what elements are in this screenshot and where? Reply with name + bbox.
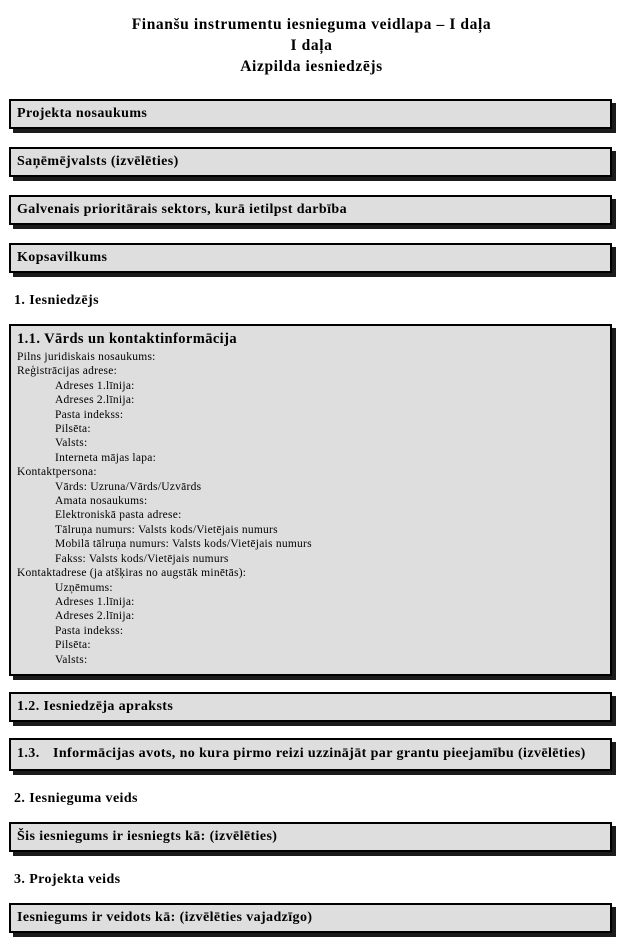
contact-field: Uzņēmums:: [55, 581, 113, 594]
project-name-label: Projekta nosaukums: [17, 106, 148, 121]
contact-field: Tālruņa numurs: Valsts kods/Vietējais numurs: [55, 523, 278, 536]
contact-field: Valsts:: [55, 437, 88, 450]
contact-field: Adreses 1.līnija:: [55, 595, 135, 608]
contact-field: Pilns juridiskais nosaukums:: [17, 351, 156, 363]
section-heading-applicant: 1. Iesniedzējs: [14, 293, 99, 308]
recipient-country-label: Saņēmējvalsts (izvēlēties): [17, 154, 179, 169]
field-information-source[interactable]: [9, 738, 612, 771]
contact-field: Interneta mājas lapa:: [55, 451, 157, 464]
information-source-label: [17, 744, 602, 764]
contact-field: Mobilā tālruņa numurs: Valsts kods/Vietējais numurs: [55, 538, 312, 551]
information-source-box[interactable]: [9, 738, 612, 771]
contact-field: Reģistrācijas adrese:: [17, 365, 118, 378]
contact-field: Adreses 1.līnija:: [55, 379, 135, 392]
recipient-country-box[interactable]: [9, 147, 612, 177]
contact-field: Kontaktpersona:: [17, 466, 97, 479]
title-line-1: Finanšu instrumentu iesnieguma veidlapa – I daļa: [131, 16, 492, 33]
contact-field: Amata nosaukums:: [55, 495, 148, 508]
contact-field: Vārds: Uzruna/Vārds/Uzvārds: [55, 480, 202, 493]
project-type-choice-label: Iesniegums ir veidots kā: (izvēlēties vajadzīgo): [17, 909, 313, 925]
contact-field: Kontaktadrese (ja atšķiras no augstāk minētās):: [17, 567, 247, 580]
priority-sector-box[interactable]: [9, 195, 612, 225]
information-source-number: 1.3.: [17, 745, 40, 761]
field-project-name[interactable]: [9, 99, 612, 129]
summary-label: Kopsavilkums: [17, 250, 108, 265]
applicant-description-box[interactable]: [9, 692, 612, 722]
information-source-text: Informācijas avots, no kura pirmo reizi uzzinājāt par grantu pieejamību (izvēlēties): [53, 745, 586, 761]
summary-box[interactable]: [9, 243, 612, 273]
contact-field: Fakss: Valsts kods/Vietējais numurs: [55, 552, 229, 565]
contact-field: Pilsēta:: [55, 423, 91, 436]
priority-sector-label: Galvenais prioritārais sektors, kurā ietilpst darbība: [17, 202, 347, 217]
project-type-choice-box[interactable]: [9, 903, 612, 933]
field-project-type-choice[interactable]: [9, 903, 612, 933]
field-recipient-country[interactable]: [9, 147, 612, 177]
submission-type-box[interactable]: [9, 822, 612, 852]
contact-field: Valsts:: [55, 653, 88, 666]
contact-field: Elektroniskā pasta adrese:: [55, 509, 182, 522]
applicant-description-label: 1.2. Iesniedzēja apraksts: [17, 698, 174, 714]
contact-box-title: 1.1. Vārds un kontaktinformācija: [17, 331, 237, 347]
field-summary[interactable]: [9, 243, 612, 273]
contact-field: Pasta indekss:: [55, 408, 124, 421]
field-applicant-description[interactable]: [9, 692, 612, 722]
contact-field: Pasta indekss:: [55, 624, 124, 637]
submission-type-label: Šis iesniegums ir iesniegts kā: (izvēlēties): [17, 828, 278, 844]
contact-field: Adreses 2.līnija:: [55, 394, 135, 407]
section-heading-project-kind: 3. Projekta veids: [14, 871, 121, 887]
document-title: [0, 0, 623, 77]
title-line-3: Aizpilda iesniedzējs: [240, 58, 383, 75]
contact-information-box[interactable]: [9, 324, 612, 676]
field-priority-sector[interactable]: [9, 195, 612, 225]
contact-field: Adreses 2.līnija:: [55, 610, 135, 623]
section-heading-submission-kind: 2. Iesnieguma veids: [14, 790, 138, 806]
project-name-box[interactable]: [9, 99, 612, 129]
title-line-2: I daļa: [290, 37, 333, 54]
field-submission-type[interactable]: [9, 822, 612, 852]
contact-field: Pilsēta:: [55, 639, 91, 652]
